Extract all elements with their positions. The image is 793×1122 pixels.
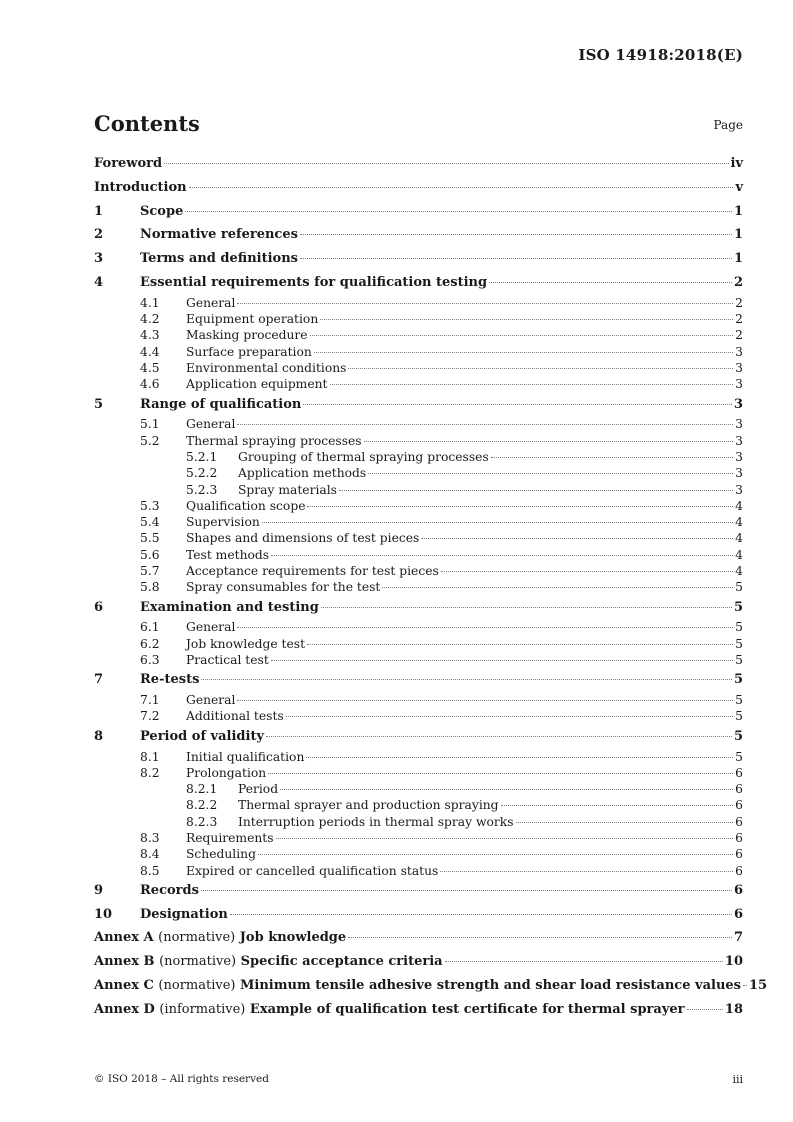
toc-entry-page: 2 (735, 312, 743, 327)
toc-entry-label: Thermal sprayer and production spraying (238, 798, 499, 813)
toc-entry-page: 5 (735, 620, 743, 635)
dot-leader (276, 838, 734, 839)
page-title: Contents (94, 111, 200, 136)
toc-entry-number: 7 (94, 672, 104, 688)
toc-entry[interactable] (94, 152, 743, 176)
page-column-label: Page (713, 118, 743, 132)
toc-entry-label: Surface preparation (186, 344, 312, 359)
toc-entry-number: 7.2 (140, 709, 160, 724)
toc-entry-page: 3 (733, 396, 743, 412)
toc-entry-label: Specific acceptance criteria (240, 954, 443, 970)
toc-entry-label: Supervision (186, 515, 260, 530)
dot-leader (489, 282, 732, 283)
dot-leader (310, 335, 734, 336)
toc-annex-type: (normative) (158, 930, 236, 946)
toc-entry-number: 7.1 (140, 693, 160, 708)
toc-annex-entry[interactable] (94, 998, 743, 1022)
dot-leader (237, 627, 733, 628)
toc-entry-page: 3 (735, 360, 743, 375)
toc-entry-number: 5.1 (140, 417, 160, 432)
toc-entry-label: Application methods (238, 466, 367, 481)
dot-leader (330, 384, 734, 385)
toc-entry-page: 3 (735, 466, 743, 481)
toc-entry[interactable] (94, 498, 743, 514)
toc-entry[interactable] (94, 863, 743, 879)
toc-entry-label: Job knowledge (239, 930, 347, 946)
toc-entry[interactable] (94, 200, 743, 224)
toc-annex-entry[interactable] (94, 974, 768, 998)
dot-leader (348, 368, 733, 369)
toc-entry-number: 6.2 (140, 636, 160, 651)
toc-entry-label: Terms and definitions (140, 251, 298, 267)
toc-entry-number: 5.7 (140, 564, 160, 579)
toc-entry-number: 9 (94, 882, 104, 898)
toc-entry-page: 5 (733, 728, 743, 744)
toc-entry[interactable] (94, 579, 743, 595)
copyright-notice: © ISO 2018 – All rights reserved (94, 1073, 269, 1085)
toc-entry-page: 2 (735, 328, 743, 343)
toc-annex-type: (normative) (159, 954, 237, 970)
toc-entry[interactable] (94, 247, 743, 271)
toc-entry-page: v (735, 179, 743, 195)
toc-entry-page: 10 (724, 954, 743, 970)
toc-entry[interactable] (94, 596, 743, 620)
toc-entry-label: Period (238, 782, 279, 797)
toc-entry[interactable] (94, 619, 743, 635)
toc-entry-number: 6.1 (140, 620, 160, 635)
toc-entry-page: 4 (735, 564, 743, 579)
dot-leader (321, 607, 732, 608)
dot-leader (320, 319, 733, 320)
toc-entry-label: Range of qualification (140, 396, 302, 412)
toc-entry-page: 6 (735, 814, 743, 829)
toc-entry[interactable] (94, 176, 743, 200)
toc-entry[interactable] (94, 563, 743, 579)
toc-entry-number: 5.2.2 (186, 466, 218, 481)
dot-leader (237, 424, 733, 425)
dot-leader (364, 441, 734, 442)
toc-entry-number: 5.6 (140, 547, 160, 562)
toc-entry[interactable] (94, 903, 743, 927)
dot-leader (201, 679, 732, 680)
toc-annex-number: Annex A (94, 930, 154, 946)
toc-entry-number: 5.2.1 (186, 449, 218, 464)
toc-entry[interactable] (94, 708, 743, 724)
dot-leader (164, 163, 728, 164)
dot-leader (286, 716, 733, 717)
toc-entry-number: 4 (94, 274, 104, 290)
toc-entry[interactable] (94, 652, 743, 668)
toc-entry-number: 8.4 (140, 847, 160, 862)
toc-entry-label: Spray materials (238, 482, 337, 497)
dot-leader (501, 805, 734, 806)
toc-annex-entry[interactable] (94, 950, 743, 974)
toc-entry-label: Application equipment (186, 377, 328, 392)
toc-entry-number: 5.8 (140, 580, 160, 595)
toc-entry-number: 5.2 (140, 433, 160, 448)
toc-entry-label: Normative references (140, 227, 298, 243)
toc-entry[interactable] (94, 416, 743, 432)
toc-entry-number: 10 (94, 906, 113, 922)
dot-leader (262, 522, 733, 523)
toc-entry-number: 5.2.3 (186, 482, 218, 497)
toc-entry-label: Practical test (186, 653, 269, 668)
document-id: ISO 14918:2018(E) (578, 46, 743, 64)
toc-entry-label: General (186, 620, 236, 635)
toc-entry-number: 8 (94, 728, 104, 744)
dot-leader (303, 404, 732, 405)
toc-entry-page: 7 (733, 930, 743, 946)
dot-leader (185, 211, 732, 212)
toc-entry-page: 6 (733, 906, 743, 922)
toc-entry[interactable] (94, 327, 743, 343)
toc-entry-page: 6 (735, 830, 743, 845)
dot-leader (300, 258, 732, 259)
toc-entry-label: Job knowledge test (186, 636, 306, 651)
dot-leader (440, 871, 733, 872)
toc-entry[interactable] (94, 449, 743, 465)
dot-leader (743, 985, 747, 986)
dot-leader (339, 490, 733, 491)
toc-entry[interactable] (94, 668, 743, 692)
dot-leader (268, 773, 733, 774)
toc-entry-label: Equipment operation (186, 312, 319, 327)
toc-entry-number: 8.1 (140, 749, 160, 764)
dot-leader (441, 571, 733, 572)
toc-entry-page: 3 (735, 482, 743, 497)
dot-leader (258, 854, 733, 855)
toc-entry-page: 4 (735, 515, 743, 530)
toc-entry-page: 5 (735, 709, 743, 724)
toc-entry-label: Thermal spraying processes (186, 433, 362, 448)
page-number: iii (732, 1073, 743, 1086)
dot-leader (271, 660, 733, 661)
toc-entry-label: Expired or cancelled qualification status (186, 863, 439, 878)
toc-entry-page: 3 (735, 433, 743, 448)
toc-entry-page: 3 (735, 449, 743, 464)
toc-entry-page: 3 (735, 417, 743, 432)
dot-leader (237, 303, 733, 304)
toc-entry[interactable] (94, 725, 743, 749)
toc-entry-number: 8.2 (140, 765, 160, 780)
toc-entry[interactable] (94, 311, 743, 327)
dot-leader (230, 914, 732, 915)
toc-entry-page: 6 (735, 798, 743, 813)
dot-leader (300, 234, 732, 235)
toc-entry[interactable] (94, 547, 743, 563)
toc-entry-label: Initial qualification (186, 749, 305, 764)
toc-entry-label: Scheduling (186, 847, 256, 862)
toc-entry-page: 2 (733, 274, 743, 290)
toc-entry-page: 4 (735, 498, 743, 513)
toc-entry-page: 5 (733, 599, 743, 615)
toc-entry[interactable] (94, 530, 743, 546)
toc-entry[interactable] (94, 482, 743, 498)
toc-annex-number: Annex D (94, 1001, 155, 1017)
dot-leader (382, 587, 733, 588)
toc-entry-number: 3 (94, 251, 104, 267)
toc-entry-number: 5.4 (140, 515, 160, 530)
toc-entry[interactable] (94, 514, 743, 530)
toc-entry-label: Requirements (186, 830, 274, 845)
toc-entry[interactable] (94, 749, 743, 765)
toc-entry[interactable] (94, 295, 743, 311)
dot-leader (280, 789, 733, 790)
dot-leader (266, 736, 732, 737)
toc-entry-page: 5 (735, 580, 743, 595)
toc-entry[interactable] (94, 830, 743, 846)
toc-entry-number: 8.2.3 (186, 814, 218, 829)
dot-leader (307, 506, 733, 507)
toc-entry-label: Masking procedure (186, 328, 308, 343)
toc-entry-number: 4.3 (140, 328, 160, 343)
toc-entry-number: 6 (94, 599, 104, 615)
toc-entry[interactable] (94, 797, 743, 813)
toc-annex-type: (informative) (159, 1001, 246, 1017)
toc-entry-number: 4.4 (140, 344, 160, 359)
dot-leader (237, 700, 733, 701)
toc-entry-number: 4.1 (140, 295, 160, 310)
toc-entry-page: 5 (735, 749, 743, 764)
toc-entry[interactable] (94, 636, 743, 652)
toc-entry-label: General (186, 295, 236, 310)
dot-leader (687, 1009, 723, 1010)
toc-entry[interactable] (94, 692, 743, 708)
toc-entry[interactable] (94, 223, 743, 247)
toc-entry-page: 5 (735, 636, 743, 651)
toc-entry-page: 18 (724, 1001, 743, 1017)
toc-entry-label: Shapes and dimensions of test pieces (186, 531, 420, 546)
dot-leader (516, 822, 734, 823)
toc-entry[interactable] (94, 376, 743, 392)
toc-entry-label: Example of qualification test certificate for thermal sprayer (249, 1001, 685, 1017)
toc-entry-page: 2 (735, 295, 743, 310)
toc-entry-label: Environmental conditions (186, 360, 347, 375)
toc-entry-label: Grouping of thermal spraying processes (238, 449, 489, 464)
toc-entry-label: Qualification scope (186, 498, 306, 513)
toc-entry-page: 6 (735, 765, 743, 780)
toc-entry-page: 4 (735, 547, 743, 562)
toc-entry[interactable] (94, 360, 743, 376)
toc-entry-label: Acceptance requirements for test pieces (186, 564, 439, 579)
toc-entry-label: Introduction (94, 179, 187, 195)
toc-entry-page: 4 (735, 531, 743, 546)
toc-entry[interactable] (94, 781, 743, 797)
toc-entry-number: 2 (94, 227, 104, 243)
dot-leader (421, 538, 733, 539)
toc-entry-page: 1 (733, 203, 743, 219)
toc-entry-page: 5 (735, 653, 743, 668)
toc-entry[interactable] (94, 344, 743, 360)
dot-leader (348, 937, 732, 938)
dot-leader (491, 457, 733, 458)
toc-entry[interactable] (94, 765, 743, 781)
toc-entry-number: 6.3 (140, 653, 160, 668)
toc-entry-label: Designation (140, 906, 228, 922)
toc-entry-label: Examination and testing (140, 599, 319, 615)
toc-entry-label: Records (140, 882, 199, 898)
toc-entry-page: 1 (733, 227, 743, 243)
dot-leader (306, 757, 733, 758)
toc-entry-number: 4.5 (140, 360, 160, 375)
toc-entry[interactable] (94, 271, 743, 295)
toc-entry-number: 4.2 (140, 312, 160, 327)
toc-entry-page: 3 (735, 344, 743, 359)
toc-entry[interactable] (94, 465, 743, 481)
toc-entry-label: Test methods (186, 547, 270, 562)
toc-entry[interactable] (94, 846, 743, 862)
table-of-contents (94, 152, 768, 1022)
toc-entry-number: 8.5 (140, 863, 160, 878)
toc-entry-label: Essential requirements for qualification testing (140, 274, 488, 290)
toc-entry-number: 5.5 (140, 531, 160, 546)
toc-entry-label: Prolongation (186, 765, 267, 780)
toc-entry[interactable] (94, 814, 743, 830)
toc-entry-page: 5 (733, 672, 743, 688)
dot-leader (189, 187, 734, 188)
toc-entry-page: 15 (748, 978, 768, 994)
toc-entry-label: Foreword (94, 156, 163, 171)
toc-entry[interactable] (94, 879, 743, 903)
toc-entry-page: 6 (733, 882, 743, 898)
toc-entry-page: 5 (735, 693, 743, 708)
toc-entry-page: 6 (735, 863, 743, 878)
toc-entry-label: Scope (140, 203, 184, 219)
toc-entry[interactable] (94, 433, 743, 449)
toc-entry-label: Minimum tensile adhesive strength and shear load resistance values (240, 978, 741, 994)
toc-entry-page: 6 (735, 782, 743, 797)
toc-entry-label: Spray consumables for the test (186, 580, 381, 595)
dot-leader (307, 644, 733, 645)
dot-leader (314, 352, 733, 353)
toc-annex-number: Annex B (94, 954, 155, 970)
toc-entry-label: General (186, 417, 236, 432)
toc-entry-page: 1 (733, 251, 743, 267)
toc-entry-number: 8.2.1 (186, 782, 218, 797)
toc-entry-number: 1 (94, 203, 104, 219)
dot-leader (368, 473, 733, 474)
toc-entry-label: Additional tests (186, 709, 284, 724)
toc-entry[interactable] (94, 393, 743, 417)
toc-entry-page: iv (730, 156, 743, 171)
toc-entry-number: 4.6 (140, 377, 160, 392)
toc-annex-entry[interactable] (94, 926, 743, 950)
dot-leader (445, 961, 723, 962)
toc-entry-label: General (186, 693, 236, 708)
toc-entry-label: Period of validity (140, 728, 265, 744)
toc-entry-label: Interruption periods in thermal spray works (238, 814, 514, 829)
toc-entry-page: 6 (735, 847, 743, 862)
toc-entry-number: 5.3 (140, 498, 160, 513)
dot-leader (201, 890, 732, 891)
toc-entry-label: Re-tests (140, 672, 200, 688)
toc-annex-type: (normative) (158, 978, 236, 994)
dot-leader (271, 555, 733, 556)
toc-annex-number: Annex C (94, 978, 154, 994)
toc-entry-page: 3 (735, 377, 743, 392)
toc-entry-number: 8.3 (140, 830, 160, 845)
toc-entry-number: 5 (94, 396, 104, 412)
toc-entry-number: 8.2.2 (186, 798, 218, 813)
